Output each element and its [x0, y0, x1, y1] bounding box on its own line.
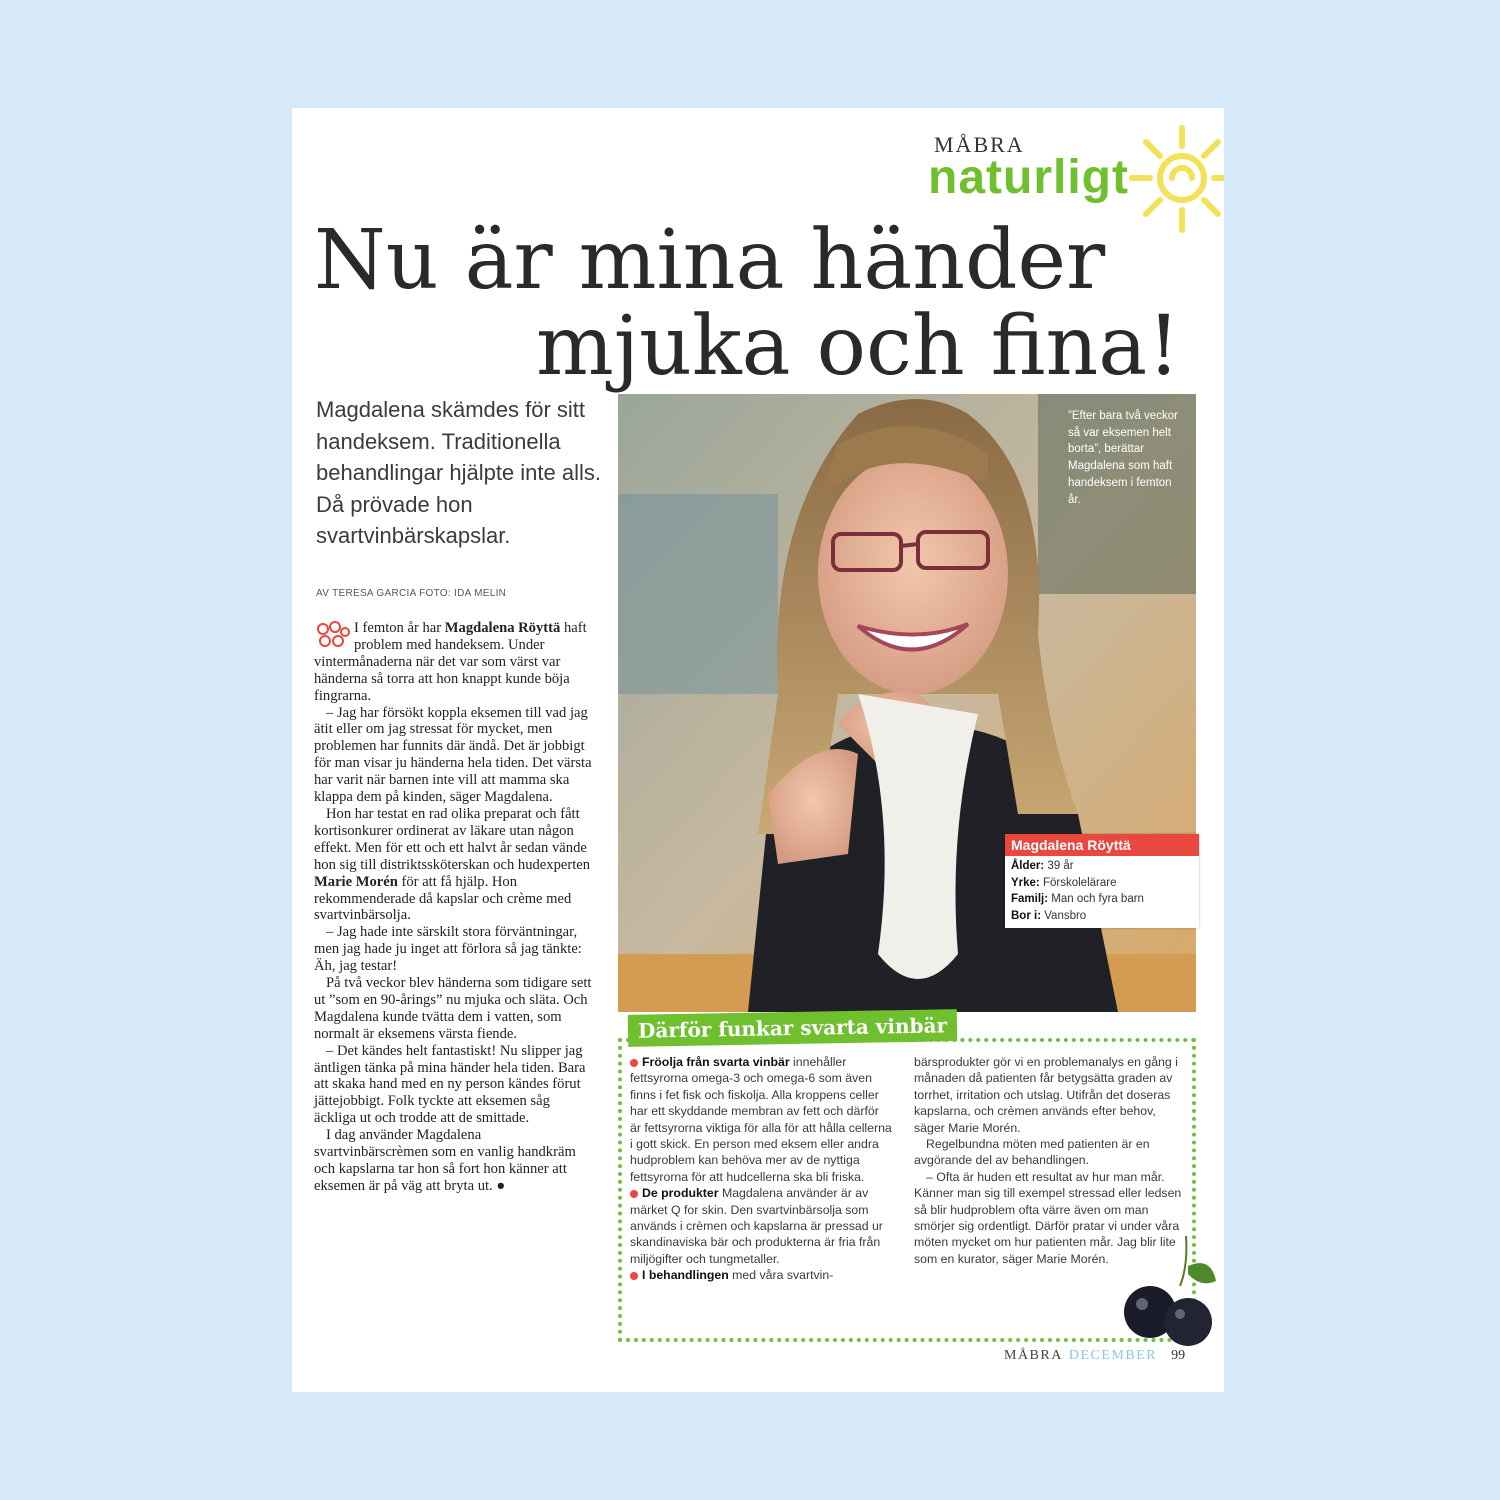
info-paragraph: – Ofta är huden ett resultat av hur man mår. Känner man sig till exempel stressad eller ledsen så blir hudproblem ofta värre även om man smörjer sig ordentligt. Därför pratar vi under våra möten mycket om hur patienten mår. Jag blir lite som en kurator, säger Marie Morén. — [914, 1169, 1182, 1266]
bullet-dot-icon — [630, 1272, 638, 1280]
text-run: I femton år har — [354, 620, 445, 636]
info-paragraph: Regelbundna möten med patienten är en avgörande del av behandlingen. — [914, 1137, 1150, 1168]
person-name: Marie Morén — [314, 873, 398, 890]
info-paragraph: bärsprodukter gör vi en problemanalys en gång i månaden då patienten får betygsätta graden av torrhet, irritation och utslag. Utifrån det doseras kapslarna, och crèmen används efter behov, säger Marie Morén. — [914, 1055, 1178, 1135]
info-paragraph — [630, 1054, 892, 1185]
info-lead: Fröolja från svarta vinbär — [642, 1055, 790, 1069]
info-paragraph — [630, 1185, 892, 1267]
text-run: för att få hjälp. Hon rekommenderade då kapslar och crème med svartvinbärsolja. — [314, 873, 572, 924]
fact-value: Förskolelärare — [1039, 876, 1117, 889]
blackcurrant-icon — [1116, 1226, 1224, 1356]
fact-value: Man och fyra barn — [1048, 893, 1144, 906]
fact-label: Familj: — [1011, 893, 1049, 906]
headline-line-1: Nu är mina händer — [314, 213, 1106, 308]
text-run: haft problem med handeksem. Under vintermånaderna när det var som värst var händerna så torra att hon knappt kunde böja fingrarna. — [314, 620, 587, 704]
article-body — [314, 620, 592, 1195]
fact-value: 39 år — [1044, 860, 1074, 872]
text-run: med våra svartvin- — [728, 1268, 834, 1283]
fact-label: Yrke: — [1011, 876, 1040, 889]
fact-label: Ålder: — [1011, 860, 1045, 872]
info-paragraph — [630, 1267, 892, 1283]
article-paragraph — [314, 806, 592, 924]
ornament-icon — [314, 620, 352, 650]
bullet-dot-icon — [630, 1059, 638, 1067]
info-lead: De produkter — [642, 1186, 719, 1201]
text-run: Hon har testat en rad olika preparat och fått kortisonkurer ordinerat av läkare utan någon effekt. Men för ett och ett halvt år sedan vände hon sig till distriktssköterskan och hudexperten — [314, 805, 591, 873]
fact-row — [1005, 858, 1199, 875]
bullet-dot-icon — [630, 1190, 638, 1198]
article-paragraph: I dag använder Magdalena svartvinbärscrèmen som en vanlig handkräm och kapslarna tar hon så fort hon känner att eksemen är på väg att bryta ut. ● — [314, 1127, 576, 1194]
ingress: Magdalena skämdes för sitt handeksem. Traditionella behandlingar hjälpte inte alls. Då prövade hon svartvinbärskapslar. — [316, 397, 601, 548]
section-label-big: naturligt — [928, 151, 1129, 204]
byline: AV TERESA GARCIA FOTO: IDA MELIN — [316, 588, 507, 599]
fact-row — [1005, 891, 1199, 908]
article-paragraph: – Det kändes helt fantastiskt! Nu slipper jag äntligen tänka på mina händer hela tiden. Bara att skaka hand med en ny person kändes förut jättejobbigt. Folk tyckte att eksemen såg äckliga ut och trodde att de smittade. — [314, 1042, 586, 1127]
headline-line-2: mjuka och fina! — [536, 299, 1181, 394]
text-run: innehåller fettsyrorna omega-3 och omega-6 som även finns i fet fisk och fiskolja. Alla kroppens celler har ett skyddande membran av fett och därför är fettsyrorna viktiga för alla för att hålla cellerna i gott skick. En person med eksem eller andra hudproblem kan behöva mer av de nyttiga fettsyrorna för att hudcellerna ska bli friska. — [630, 1055, 892, 1184]
info-box-title: Därför funkar svarta vinbär — [628, 1009, 958, 1047]
fact-label: Bor i: — [1011, 909, 1042, 922]
section-label-small: MÅBRA — [934, 132, 1025, 157]
person-name: Magdalena Röyttä — [444, 620, 561, 636]
article-paragraph: På två veckor blev händerna som tidigare sett ut ”som en 90-årings” nu mjuka och släta. Och Magdalena kunde tvätta dem i vatten, som normalt är eksemens värsta fiende. — [314, 975, 592, 1042]
info-lead: I behandlingen — [642, 1268, 729, 1283]
article-paragraph: – Jag hade inte särskilt stora förväntningar, men jag hade ju inget att förlora så jag tänkte: Äh, jag testar! — [314, 924, 582, 975]
footer-magazine: MÅBRA — [1004, 1348, 1063, 1363]
fact-row — [1005, 908, 1199, 925]
article-paragraph: – Jag har försökt koppla eksemen till vad jag ätit eller om jag stressat för mycket, men problemen har funnits där ändå. Det är jobbigt för man visar ju händerna hela tiden. Det värsta har varit när barnen inte vill att mamma ska klappa dem på kinden, säger Magdalena. — [314, 704, 592, 806]
fact-box-title: Magdalena Röyttä — [1005, 834, 1199, 856]
fact-box — [1005, 834, 1199, 928]
footer-month: DECEMBER — [1068, 1348, 1158, 1363]
magazine-page — [292, 108, 1224, 1392]
fact-value: Vansbro — [1041, 909, 1087, 922]
page-footer — [1004, 1348, 1185, 1364]
photo-quote: ”Efter bara två veckor så var eksemen helt borta”, berättar Magdalena som haft handeksem i femton år. — [1068, 410, 1178, 506]
page-number: 99 — [1171, 1348, 1186, 1363]
sun-icon — [1122, 108, 1224, 248]
fact-row — [1005, 875, 1199, 892]
article-paragraph — [314, 620, 592, 705]
text-run: Magdalena använder är av märket Q for skin. Den svartvinbärsolja som används i crèmen och kapslarna är pressad ur skandinaviska bär och produkterna är fria från miljögifter och tungmetaller. — [630, 1186, 883, 1266]
info-column-1 — [630, 1054, 892, 1284]
